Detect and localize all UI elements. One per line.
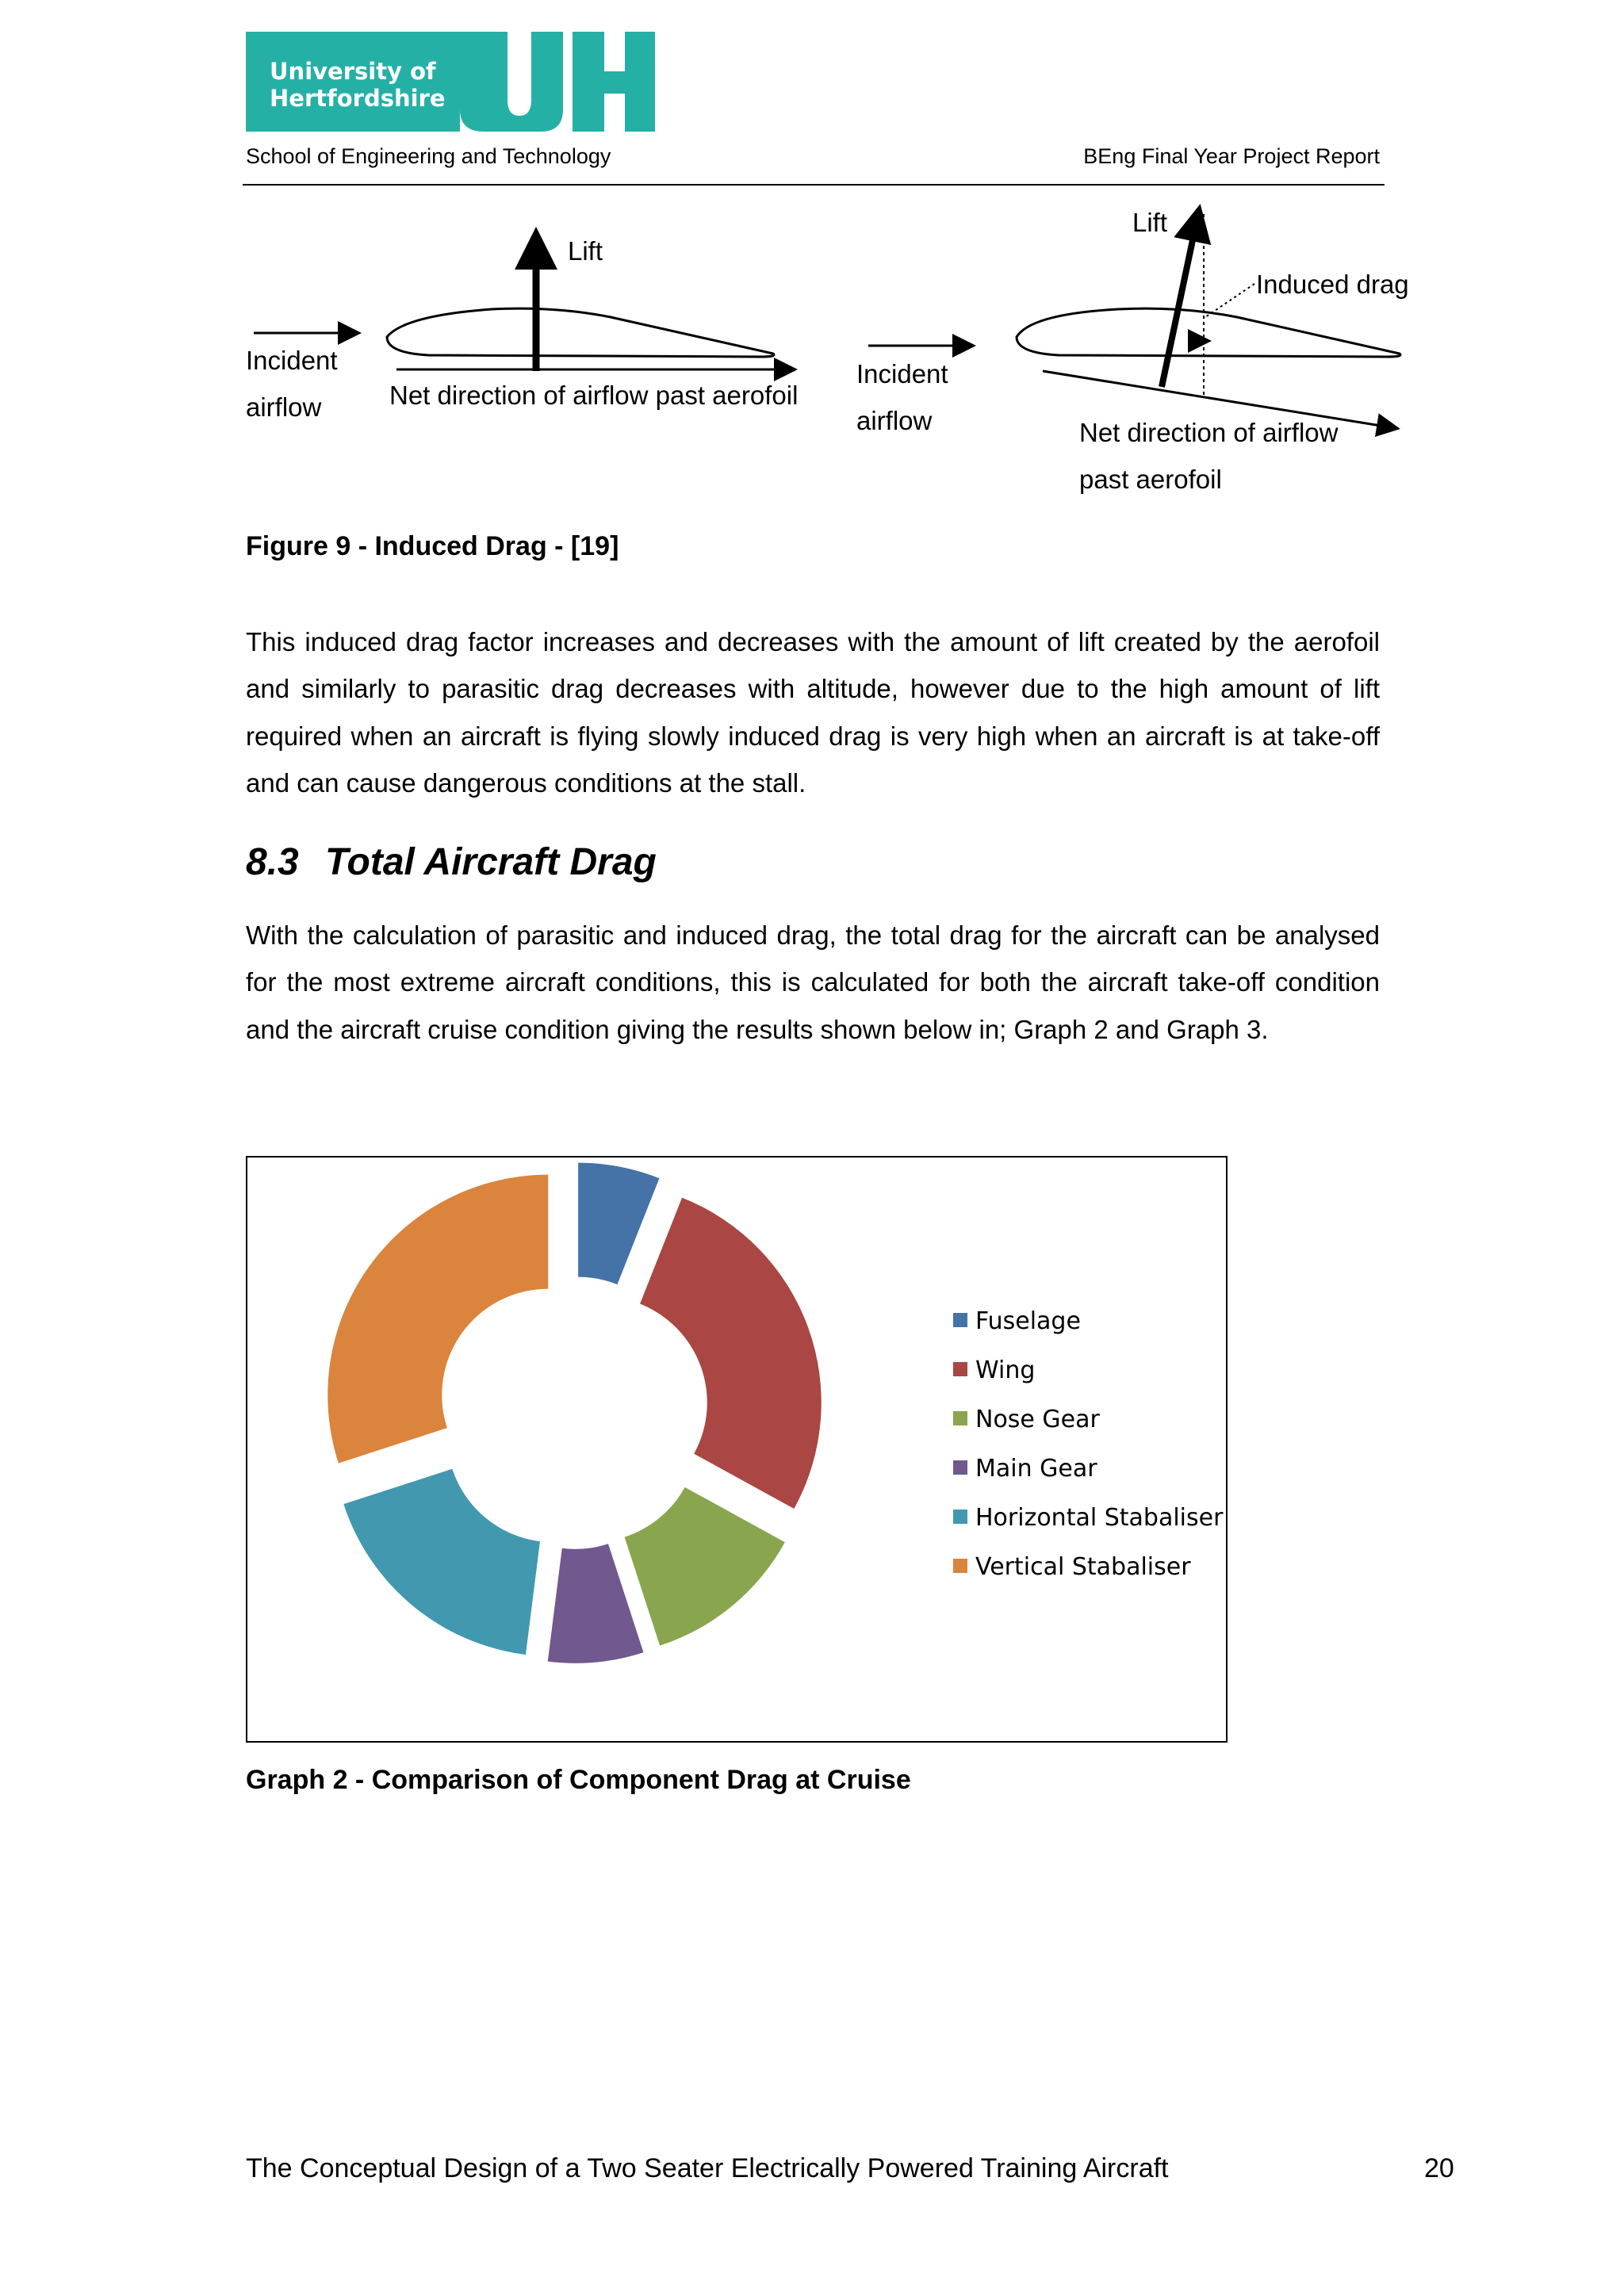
net-direction-label-left: Net direction of airflow past aerofoil xyxy=(389,381,799,410)
paragraph-induced-drag: This induced drag factor increases and decreases with the amount of lift created by the aerofoil and similarly to parasitic drag decreases with altitude, however due to the high amount of lift required when an aircraft is flying slowly induced drag is very high when an aircraft is at take-off and can cause dangerous conditions at the stall. xyxy=(246,627,1380,798)
legend-label: Fuselage xyxy=(975,1307,1081,1335)
section-number: 8.3 xyxy=(246,841,299,883)
legend-swatch xyxy=(953,1411,967,1425)
drag-doughnut-chart xyxy=(246,1156,1228,1743)
legend-label: Main Gear xyxy=(975,1455,1097,1483)
slice-wing xyxy=(640,1198,822,1509)
section-title: Total Aircraft Drag xyxy=(325,841,657,883)
section-heading xyxy=(246,840,657,884)
page-number: 20 xyxy=(1424,2153,1454,2183)
footer-title: The Conceptual Design of a Two Seater Electrically Powered Training Aircraft xyxy=(246,2153,1169,2183)
lift-label-left: Lift xyxy=(568,236,603,266)
header-divider xyxy=(243,184,1385,186)
chart-canvas xyxy=(247,1158,1226,1741)
induced-drag-figure xyxy=(238,198,1443,507)
legend-swatch xyxy=(953,1559,967,1573)
chart-legend xyxy=(953,1307,1224,1581)
lift-arrow-right xyxy=(1162,210,1199,387)
graph-2-caption: Graph 2 - Comparison of Component Drag at Cruise xyxy=(246,1765,911,1795)
legend-label: Horizontal Stabaliser xyxy=(975,1504,1224,1532)
legend-swatch xyxy=(953,1510,967,1524)
logo-line-2: Hertfordshire xyxy=(270,85,446,112)
induced-drag-pointer xyxy=(1205,284,1254,317)
paragraph-total-drag: With the calculation of parasitic and induced drag, the total drag for the aircraft can be analysed for the most extreme aircraft conditions, this is calculated for both the aircraft take-off condition and the aircraft cruise condition giving the results shown below in; Graph 2 and Graph 3. xyxy=(246,920,1380,1044)
aerofoil-left xyxy=(387,308,774,357)
incident-label-right-2: airflow xyxy=(856,406,933,435)
legend-label: Wing xyxy=(975,1357,1036,1384)
lift-label-right: Lift xyxy=(1132,208,1168,237)
university-logo xyxy=(246,30,655,133)
net-direction-label-right-1: Net direction of airflow xyxy=(1079,418,1339,447)
legend-swatch xyxy=(953,1313,967,1327)
chart-slices xyxy=(327,1163,821,1663)
logo-letter-u xyxy=(460,32,563,132)
incident-label-left-1: Incident xyxy=(246,346,338,375)
legend-label: Vertical Stabaliser xyxy=(975,1553,1191,1581)
slice-horizontal-stabaliser xyxy=(343,1469,540,1655)
legend-label: Nose Gear xyxy=(975,1406,1100,1433)
school-name: School of Engineering and Technology xyxy=(246,144,611,168)
logo-line-1: University of xyxy=(270,58,436,85)
legend-swatch xyxy=(953,1460,967,1475)
figure-9-caption: Figure 9 - Induced Drag - [19] xyxy=(246,531,619,561)
net-direction-label-right-2: past aerofoil xyxy=(1079,465,1222,494)
induced-drag-label: Induced drag xyxy=(1256,270,1409,299)
slice-vertical-stabaliser xyxy=(327,1175,548,1464)
report-type: BEng Final Year Project Report xyxy=(1083,144,1380,168)
legend-swatch xyxy=(953,1362,967,1376)
logo-letter-h xyxy=(573,32,655,132)
incident-label-right-1: Incident xyxy=(856,359,948,388)
slice-main-gear xyxy=(548,1544,644,1663)
incident-label-left-2: airflow xyxy=(246,392,322,422)
slice-fuselage xyxy=(578,1163,659,1284)
slice-nose-gear xyxy=(625,1487,785,1646)
